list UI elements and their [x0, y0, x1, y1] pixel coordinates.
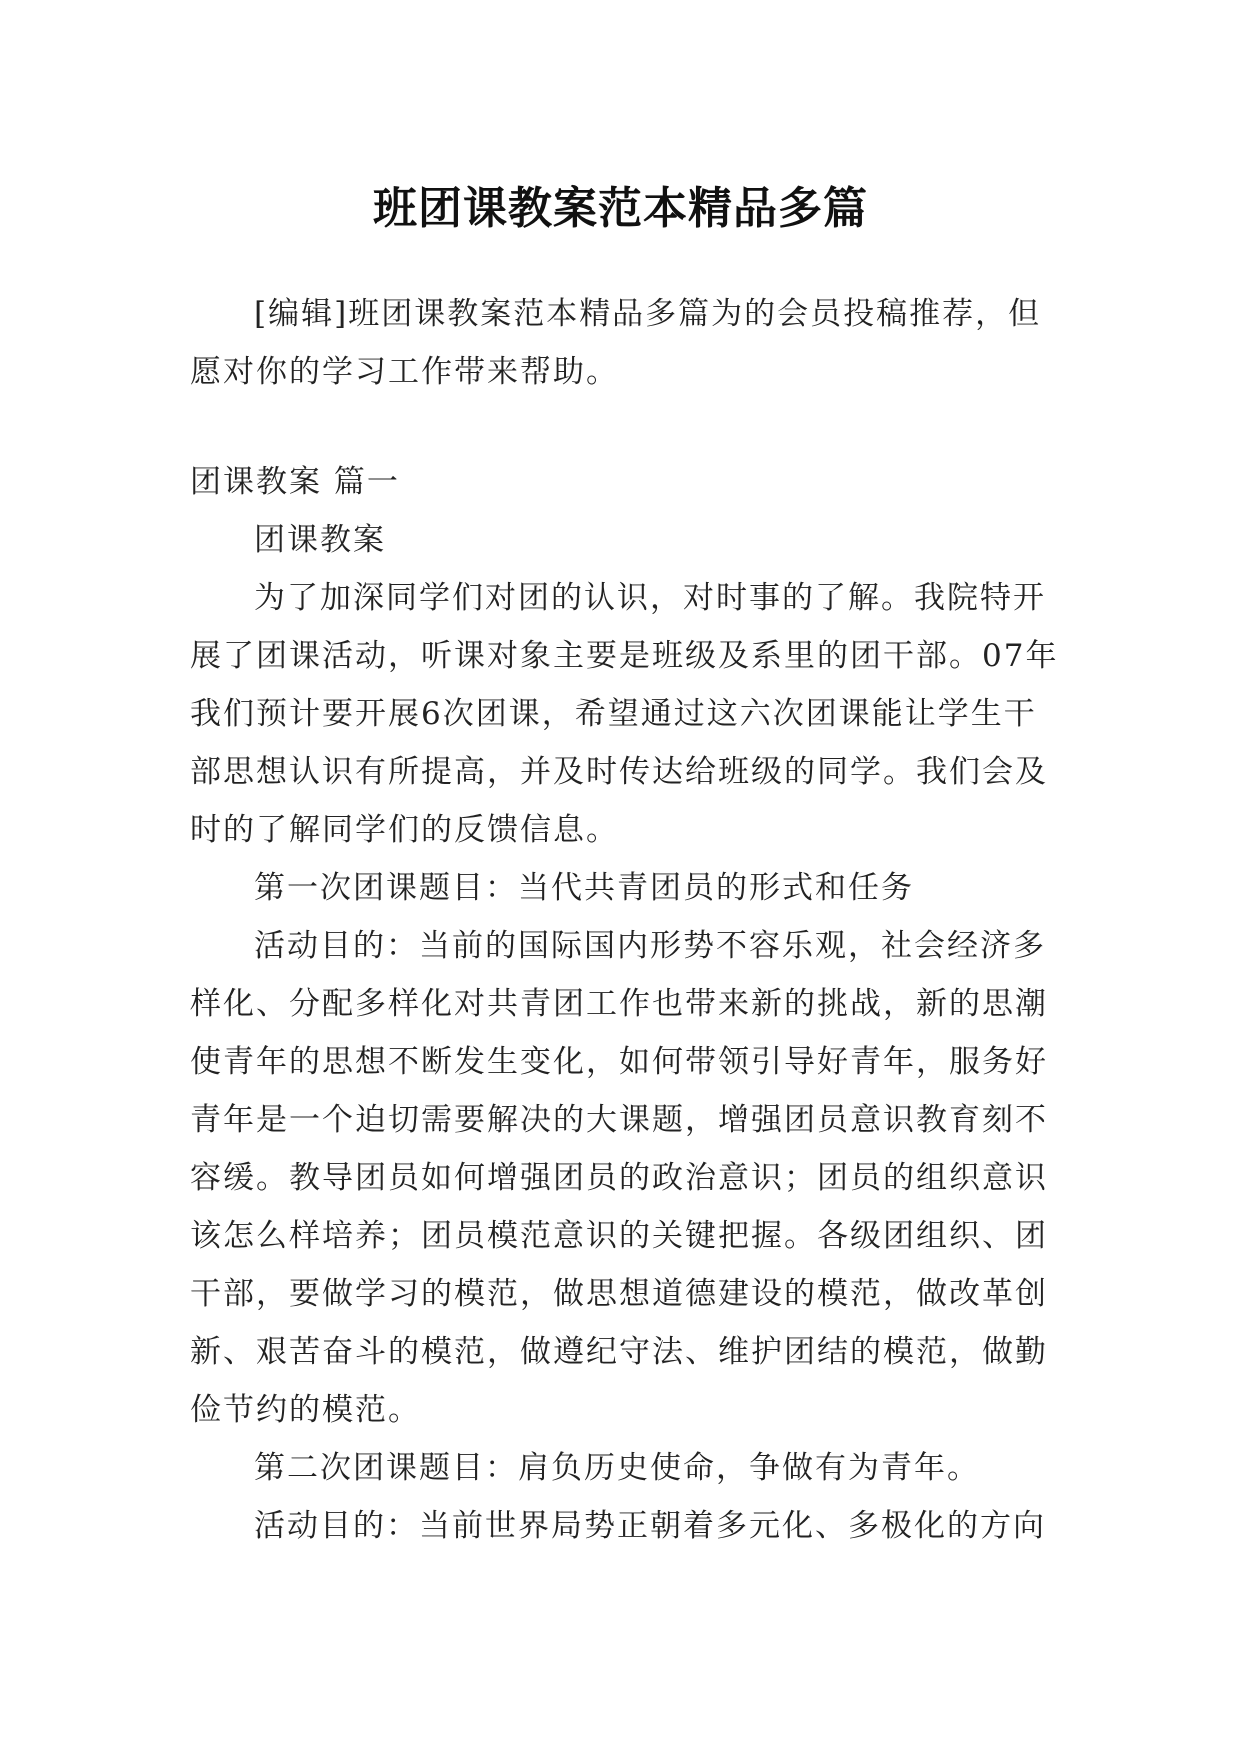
body-paragraph: 活动目的：当前的国际国内形势不容乐观，社会经济多样化、分配多样化对共青团工作也带来新的挑战，新的思潮使青年的思想不断发生变化，如何带领引导好青年，服务好青年是一个迫切需要解决的大课题，增强团员意识教育刻不容缓。教导团员如何增强团员的政治意识；团员的组织意识该怎么样培养；团员模范意识的关键把握。各级团组织、团干部，要做学习的模范，做思想道德建设的模范，做改革创新、艰苦奋斗的模范，做遵纪守法、维护团结的模范，做勤俭节约的模范。: [190, 928, 1048, 1428]
body-paragraph: 第一次团课题目：当代共青团员的形式和任务: [254, 870, 914, 906]
body-paragraph: 为了加深同学们对团的认识，对时事的了解。我院特开展了团课活动，听课对象主要是班级及系里的团干部。07年我们预计要开展6次团课，希望通过这六次团课能让学生干部思想认识有所提高，并及时传达给班级的同学。我们会及时的了解同学们的反馈信息。: [190, 580, 1059, 848]
body-paragraph: 第二次团课题目：肩负历史使命，争做有为青年。: [254, 1450, 980, 1486]
document-title: 班团课教案范本精品多篇: [373, 183, 868, 235]
intro-paragraph: [编辑]班团课教案范本精品多篇为的会员投稿推荐，但愿对你的学习工作带来帮助。: [190, 296, 1042, 390]
section-heading: 团课教案 篇一: [190, 464, 400, 500]
body-paragraph: 团课教案: [254, 522, 386, 558]
body-paragraph: 活动目的：当前世界局势正朝着多元化、多极化的方向: [254, 1508, 1046, 1544]
document-body: [190, 285, 1060, 1555]
